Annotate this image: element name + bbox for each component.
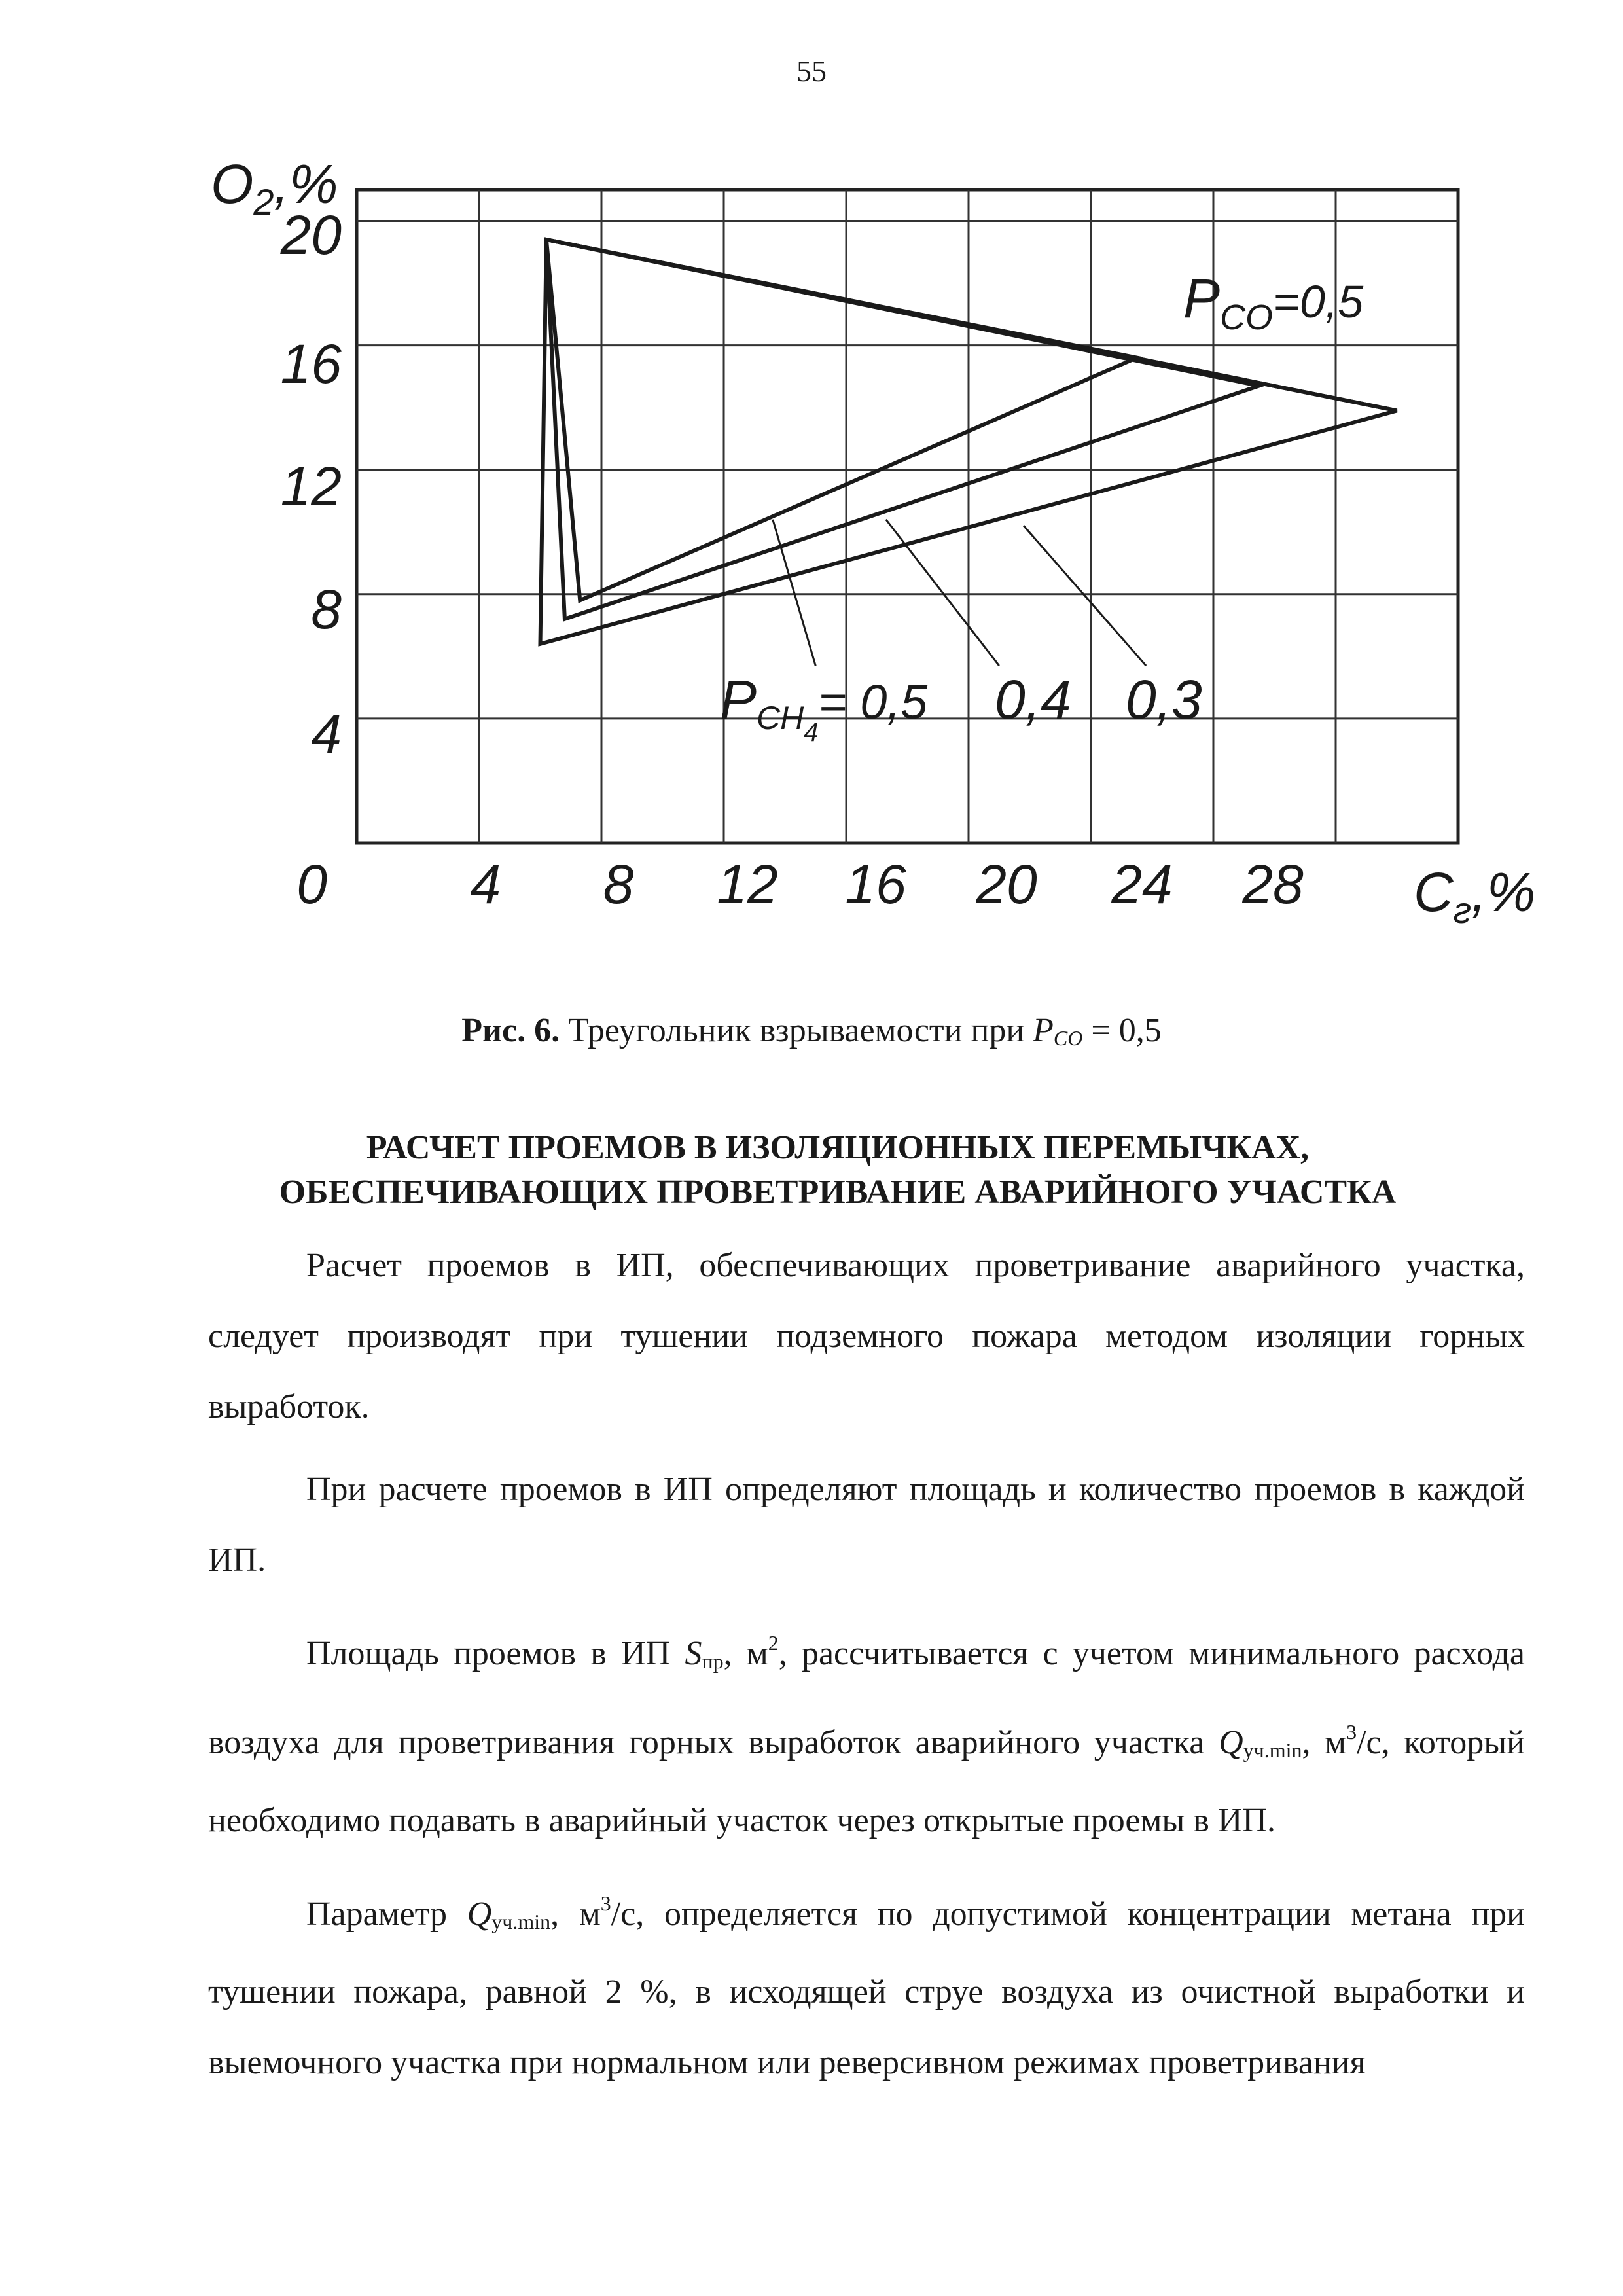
x-tick-label: 12 (717, 853, 778, 915)
y-tick-label: 12 (280, 456, 342, 517)
caption-var-sub: CO (1053, 1026, 1083, 1050)
series-line (546, 240, 1259, 619)
paragraph-1: Расчет проемов в ИП, обеспечивающих проветривание аварийного участка, следует производят при тушении подземного пожара методом изоляции горных выработок. (208, 1247, 1525, 1426)
paragraph-2: При расчете проемов в ИП определяют площадь и количество проемов в каждой ИП. (208, 1471, 1525, 1579)
leader-line (886, 520, 999, 666)
figure-caption (0, 1011, 1623, 1050)
pco-label: $P_{CO}^{=0,5}$ (1183, 268, 1364, 337)
x-tick-labels (471, 853, 1304, 915)
paragraph-4: Параметр Qуч.min, $м^3/с$, определяется по допустимой концентрации метана при тушении пожара, равной 2 %, в исходящей струе воздуха из очистной выработки и выемочного участка при нормальном или реверсивном режимах проветривания (208, 1892, 1525, 2081)
caption-text: Треугольник взрываемости при (568, 1012, 1033, 1049)
x-axis-label: $C_г,\%$ (1414, 861, 1536, 931)
heading-line-1: РАСЧЕТ ПРОЕМОВ В ИЗОЛЯЦИОННЫХ ПЕРЕМЫЧКАХ, (366, 1129, 1310, 1166)
paragraph-3: Площадь проемов в ИП Sпр, $м^2$, рассчитывается с учетом минимального расхода воздуха для проветривания горных выработок аварийного участка Qуч.min, $м^3/с$, который необходимо подавать в аварийный участок через открытые проемы в ИП. (208, 1631, 1525, 1839)
y-tick-label: 0 (296, 853, 327, 915)
caption-eq: = 0,5 (1082, 1012, 1162, 1049)
x-tick-label: 16 (845, 853, 906, 915)
y-tick-label: 20 (280, 204, 342, 266)
y-tick-label: 8 (311, 579, 342, 640)
y-axis-label: $O_2,\%$ (211, 153, 338, 223)
x-tick-label: 28 (1242, 853, 1304, 915)
x-tick-label: 4 (470, 853, 501, 915)
section-heading (196, 1126, 1479, 1215)
caption-label: Рис. 6. (461, 1012, 560, 1049)
y-tick-labels (280, 204, 342, 915)
pch4-label: $PCH_4= 0,5$ (720, 669, 928, 747)
caption-var: P (1033, 1012, 1054, 1049)
value-label-03: 0,3 (1126, 669, 1202, 730)
explosivity-triangle-chart (0, 0, 1623, 982)
x-tick-label: 20 (976, 853, 1037, 915)
y-tick-label: 16 (280, 333, 342, 395)
heading-line-2: ОБЕСПЕЧИВАЮЩИХ ПРОВЕТРИВАНИЕ АВАРИЙНОГО УЧАСТКА (279, 1174, 1397, 1211)
page-number: 55 (796, 54, 827, 88)
x-tick-label: 8 (603, 853, 634, 915)
body-text (208, 1230, 1525, 2098)
x-tick-label: 24 (1111, 853, 1173, 915)
y-tick-label: 4 (311, 703, 342, 764)
leader-line (1024, 526, 1146, 666)
series-line (546, 240, 1137, 600)
value-label-04: 0,4 (995, 669, 1071, 730)
